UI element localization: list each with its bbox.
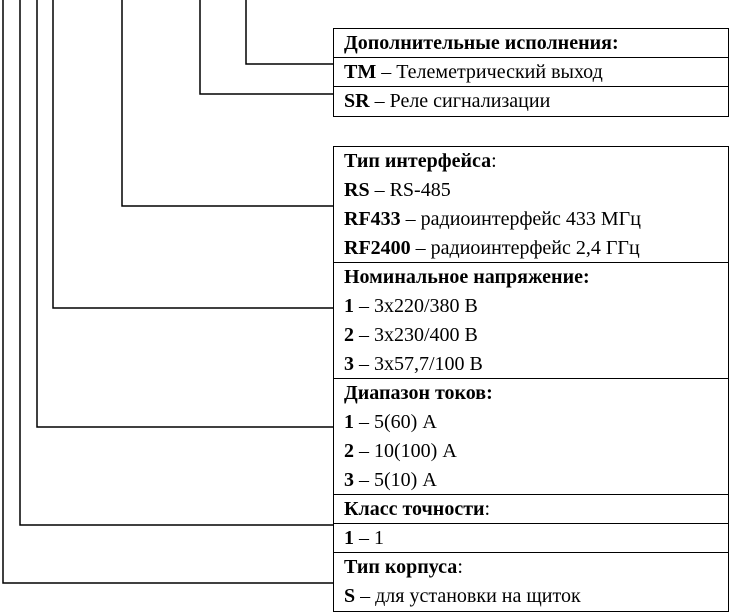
voltage-row [334, 350, 728, 379]
interface-row [334, 234, 728, 263]
interface-colon: : [491, 150, 497, 172]
accuracy-colon: : [484, 498, 491, 520]
voltage-text: – 3х220/380 В [354, 295, 478, 317]
option-row-tm [334, 58, 728, 87]
voltage-title: Номинальное напряжение: [344, 266, 590, 288]
connector-accuracy [20, 0, 333, 525]
current-text: – 10(100) А [354, 440, 457, 462]
accuracy-text: – 1 [354, 527, 384, 549]
voltage-code: 1 [344, 295, 354, 317]
current-row [334, 437, 728, 466]
accuracy-title: Класс точности [344, 498, 485, 520]
options-box [333, 28, 729, 117]
voltage-text: – 3х57,7/100 В [354, 353, 483, 375]
current-text: – 5(60) А [354, 411, 437, 433]
housing-text: – для установки на щиток [355, 585, 581, 607]
options-title: Дополнительные исполнения: [334, 29, 728, 58]
voltage-text: – 3х230/400 В [354, 324, 478, 346]
interface-row [334, 205, 728, 234]
housing-colon: : [457, 556, 463, 578]
interface-text: – радиоинтерфейс 2,4 ГГц [410, 237, 640, 259]
housing-title-row [334, 553, 728, 582]
interface-text: – радиоинтерфейс 433 МГц [400, 208, 641, 230]
option-code: TM [344, 61, 377, 83]
interface-title: Тип интерфейса [344, 150, 492, 172]
spec-box [333, 146, 729, 612]
current-row [334, 408, 728, 437]
current-code: 2 [344, 440, 354, 462]
voltage-row [334, 292, 728, 321]
connector-voltage [53, 0, 333, 308]
housing-row [334, 582, 728, 611]
housing-code: S [344, 585, 356, 607]
option-text: – Реле сигнализации [369, 90, 551, 112]
interface-code: RS [344, 179, 370, 201]
interface-row [334, 176, 728, 205]
interface-code: RF2400 [344, 237, 411, 259]
current-code: 3 [344, 469, 354, 491]
interface-code: RF433 [344, 208, 401, 230]
interface-title-row [334, 147, 728, 176]
connector-sr [200, 0, 333, 94]
voltage-code: 3 [344, 353, 354, 375]
connector-interface [122, 0, 333, 206]
housing-title: Тип корпуса [344, 556, 458, 578]
voltage-code: 2 [344, 324, 354, 346]
interface-text: – RS-485 [369, 179, 451, 201]
connector-tm [246, 0, 333, 64]
option-text: – Телеметрический выход [376, 61, 603, 83]
current-row [334, 466, 728, 495]
voltage-row [334, 321, 728, 350]
current-text: – 5(10) А [354, 469, 437, 491]
accuracy-title-row [334, 495, 728, 524]
option-code: SR [344, 90, 370, 112]
accuracy-code: 1 [344, 527, 354, 549]
current-title: Диапазон токов: [344, 382, 493, 404]
option-row-sr [334, 87, 728, 116]
current-code: 1 [344, 411, 354, 433]
accuracy-row [334, 524, 728, 553]
